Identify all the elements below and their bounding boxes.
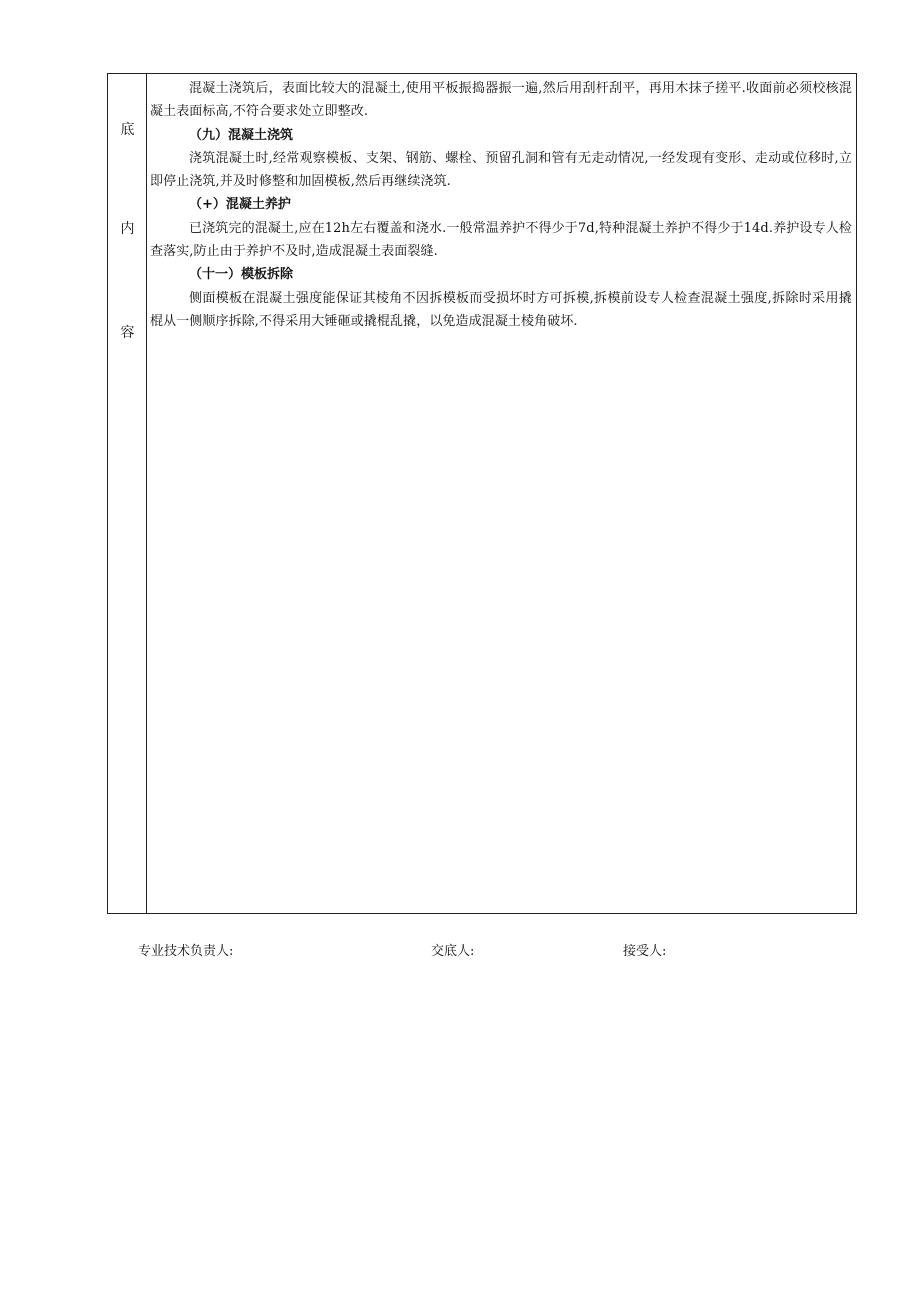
tech-lead-signature-label: 专业技术负责人: <box>138 944 234 959</box>
side-label-column <box>108 74 147 913</box>
disclosure-table <box>107 73 857 914</box>
paragraph-surface-finish: 混凝土浇筑后，表面比较大的混凝土,使用平板振捣器振一遍,然后用刮杆刮平，再用木抹子搓平.收面前必须校核混凝土表面标高,不符合要求处立即整改. <box>150 81 852 120</box>
content-column <box>147 74 856 913</box>
section-heading-concrete-pouring: （九）混凝土浇筑 <box>189 127 294 143</box>
section-heading-concrete-curing: （+）混凝土养护 <box>189 197 291 213</box>
briefer-signature-label: 交底人: <box>431 944 475 959</box>
section-heading-formwork-removal: （十一）模板拆除 <box>189 267 294 283</box>
paragraph-formwork-removal: 侧面模板在混凝土强度能保证其棱角不因拆模板而受损坏时方可拆模,拆模前设专人检查混凝土强度,拆除时采用撬棍从一侧顺序拆除,不得采用大锤砸或撬棍乱撬，以免造成混凝土棱角破坏. <box>150 290 852 329</box>
paragraph-concrete-pouring: 浇筑混凝土时,经常观察模板、支架、钢筋、螺栓、预留孔洞和管有无走动情况,一经发现有变形、走动或位移时,立即停止浇筑,并及时修整和加固模板,然后再继续浇筑. <box>150 150 852 190</box>
paragraph-concrete-curing: 已浇筑完的混凝土,应在12h左右覆盖和浇水.一般常温养护不得少于7d,特种混凝土养护不得少于14d.养护设专人检查落实,防止由于养护不及时,造成混凝土表面裂缝. <box>150 220 852 260</box>
side-label-char-1: 底 <box>120 122 135 138</box>
side-label-char-3: 容 <box>120 325 135 341</box>
signature-footer <box>0 940 920 964</box>
receiver-signature-label: 接受人: <box>623 944 667 959</box>
side-label-char-2: 内 <box>120 221 135 237</box>
